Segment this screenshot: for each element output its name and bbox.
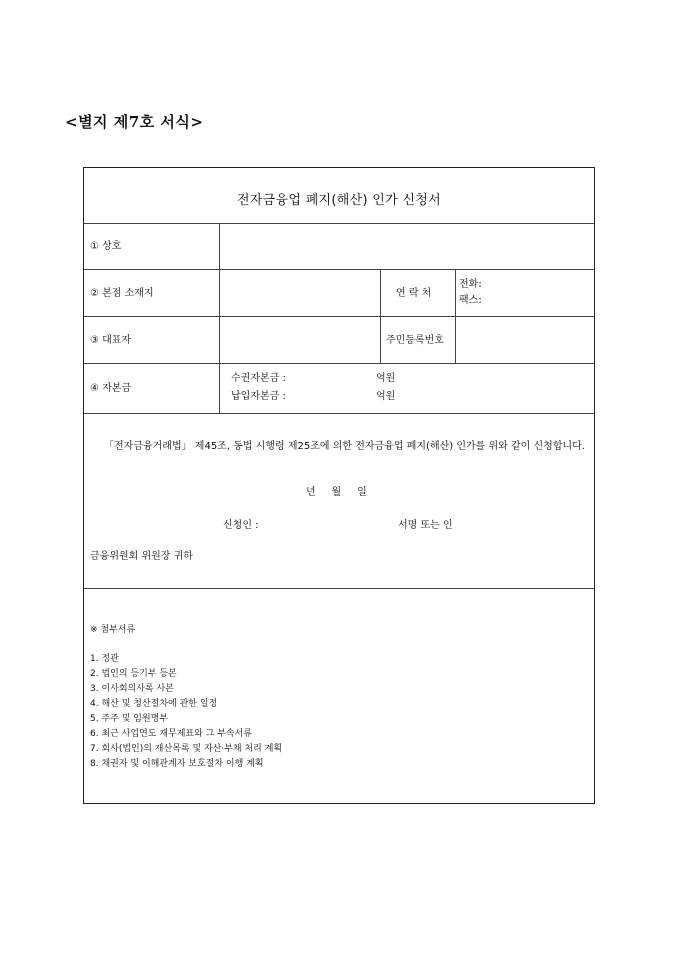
attachment-item: 5. 주주 및 임원명부 — [90, 714, 169, 724]
paidin-capital-label: 납입자본금 : — [231, 391, 286, 402]
representative-label: ③ 대표자 — [90, 335, 132, 346]
company-name-label: ① 상호 — [90, 241, 122, 252]
resident-id-field[interactable] — [456, 317, 594, 363]
contact-label: 연 락 처 — [396, 288, 432, 299]
attachments-heading: ※ 첨부서류 — [90, 625, 136, 635]
divider — [84, 588, 594, 589]
authorized-capital-label: 수권자본금 : — [231, 373, 286, 384]
attachment-item: 1. 정관 — [90, 654, 119, 664]
fax-label: 팩스: — [459, 295, 482, 306]
attachment-item: 4. 해산 및 청산절차에 관한 일정 — [90, 699, 218, 709]
attachment-item: 8. 채권자 및 이해관계자 보호절차 이행 계획 — [90, 759, 264, 769]
applicant-label: 신청인 : — [223, 520, 259, 531]
addressee: 금융위원회 위원장 귀하 — [90, 551, 193, 562]
divider — [84, 413, 594, 414]
authorized-capital-unit: 억원 — [376, 373, 396, 384]
paidin-capital-unit: 억원 — [376, 391, 396, 402]
head-office-field[interactable] — [220, 270, 380, 316]
application-form — [83, 167, 595, 804]
head-office-label: ② 본점 소재지 — [90, 288, 154, 299]
date-line: 년 월 일 — [306, 487, 367, 498]
form-title: 전자금융업 폐지(해산) 인가 신청서 — [236, 193, 442, 208]
divider — [84, 363, 594, 364]
resident-id-label: 주민등록번호 — [386, 335, 444, 346]
attachment-item: 3. 이사회의사록 사본 — [90, 684, 174, 694]
form-number-label: <별지 제7호 서식> — [65, 113, 204, 131]
attachment-item: 7. 회사(법인)의 재산목록 및 자산·부채 처리 계획 — [90, 744, 283, 754]
declaration-text: 「전자금융거래법」 제45조, 동법 시행령 제25조에 의한 전자금융업 폐지(해산) 인가를 위와 같이 신청합니다. — [104, 441, 585, 452]
attachment-item: 2. 법인의 등기부 등본 — [90, 669, 177, 679]
attachment-item: 6. 최근 사업연도 재무제표와 그 부속서류 — [90, 729, 252, 739]
representative-field[interactable] — [220, 317, 380, 363]
company-name-field[interactable] — [220, 224, 594, 269]
column-divider — [380, 269, 381, 363]
phone-label: 전화: — [459, 279, 482, 290]
signature-label: 서명 또는 인 — [398, 520, 453, 531]
capital-label: ④ 자본금 — [90, 383, 132, 394]
